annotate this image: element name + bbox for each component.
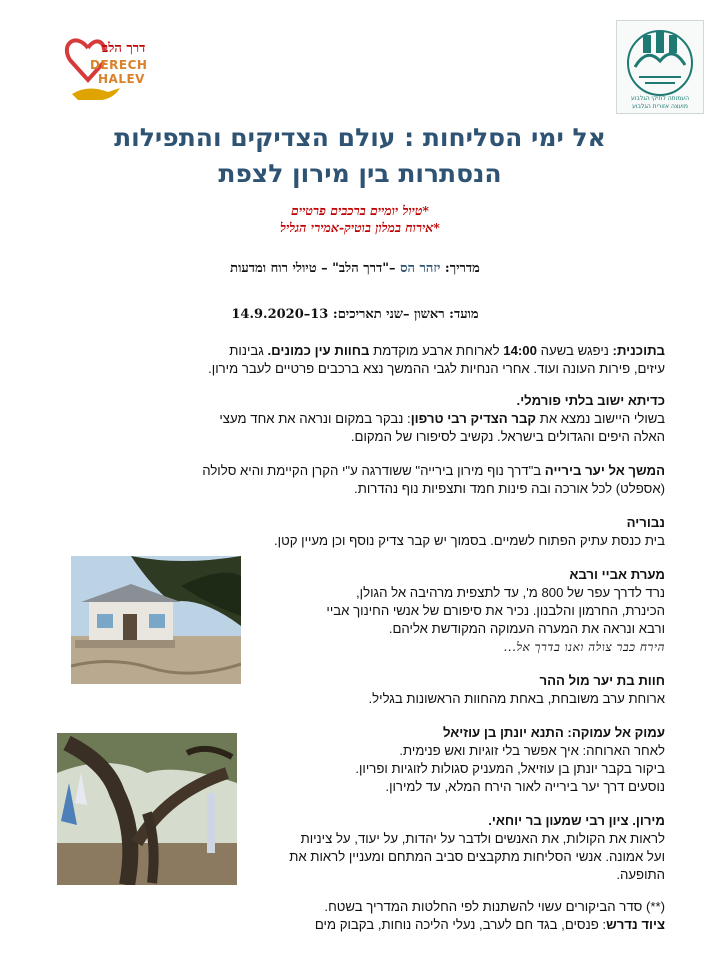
- body-text: גבינות: [229, 343, 268, 358]
- section-yonatan-ben-uziel: [245, 724, 665, 796]
- section-line: [250, 690, 665, 708]
- body-text: התופעה.: [616, 867, 665, 882]
- body-text: ב"דרך נוף מירון בירייה" ששודרגה ע"י הקרן הקיימת והיא סלולה: [202, 463, 545, 478]
- section-line: [250, 620, 665, 638]
- body-text: הכינרת, החרמון והלבנון. נכיר את סיפורם של אנשי החינוך אביי: [326, 603, 665, 618]
- section-line: [110, 514, 665, 532]
- section-biriya-forest: [110, 462, 665, 498]
- bold-text: מירון. ציון רבי שמעון בר יוחאי.: [488, 813, 665, 828]
- abaye-rava-site-photo: [71, 556, 241, 684]
- section-nevoria: [110, 514, 665, 550]
- guide-label: מדריך:: [444, 261, 480, 276]
- section-line: [245, 742, 665, 760]
- bold-text: בתוכנית:: [612, 343, 665, 358]
- body-text: בית כנסת עתיק הפתוח לשמיים. בסמוך יש קבר צדיק נוסף וכן מעיין קטן.: [274, 533, 665, 548]
- dates-days: ראשון –שני: [381, 307, 450, 322]
- bold-text: 14:00: [503, 343, 537, 358]
- bold-text: חוות בת יער מול ההר: [539, 673, 665, 688]
- section-line: [110, 392, 665, 410]
- body-text: ורבא ונראה את המערה העמוקה המקודשת אליהם.: [388, 621, 665, 636]
- section-line: [110, 410, 665, 428]
- section-kaditta: [110, 392, 665, 446]
- body-text: ביקור בקבר יונתן בן עוזיאל, המעניק סגולות לזוגיות ופריון.: [355, 761, 665, 776]
- body-text: ארוחת ערב משובחת, באחת מהחוות הראשונות בגליל.: [368, 691, 665, 706]
- section-line: [110, 916, 665, 934]
- section-line: [110, 342, 665, 360]
- dates-value: 13–14.9.2020: [231, 307, 333, 322]
- body-text: (אספלט) לכל אורכה ובה פינות חמד ותצפיות נוף נהדרות.: [354, 481, 665, 496]
- bold-text: ציוד נדרש: [606, 917, 665, 932]
- title-line-1: אל ימי הסליחות : עולם הצדיקים והתפילות: [114, 123, 606, 152]
- bold-text: כדיתא ישוב בלתי פורמלי.: [516, 393, 665, 408]
- body-text: עיזים, פירות העונה ועוד. אחרי הנחיות לגבי ההמשך נצא ברכבים פרטיים לעבר מירון.: [208, 361, 665, 376]
- bold-text: עמוק אל עמוקה: התנא יונתן בן עוזיאל: [443, 725, 665, 740]
- bold-text: נבוריה: [626, 515, 665, 530]
- body-text: : נבקר במקום ונראה את אחד מעצי: [219, 411, 411, 426]
- section-program: [110, 342, 665, 378]
- subtitle-1: *טיול יומיים ברכבים פרטיים: [291, 203, 429, 218]
- section-line: [110, 462, 665, 480]
- section-abaye-rava-cave: [250, 566, 665, 656]
- subtitle-2: *אירוח במלון בוטיק-אמירי הגליל: [280, 220, 440, 235]
- logo-latin-line-1: DERECH: [90, 58, 148, 72]
- section-notes-equipment: [110, 898, 665, 934]
- guide-rest: –"דרך הלב" – טיולי רוח ומדעות: [230, 261, 401, 276]
- gilboa-logo-caption-2: מועצה אזורית הגלבוע: [632, 103, 688, 110]
- section-line: [110, 428, 665, 446]
- body-text: לארוחת ארבע מוקדמת: [369, 343, 504, 358]
- section-line: [250, 638, 665, 656]
- section-line: [250, 602, 665, 620]
- title-line-2: הנסתרות בין מירון לצפת: [218, 159, 502, 188]
- section-line: [245, 778, 665, 796]
- section-line: [110, 360, 665, 378]
- derech-halev-logo: [58, 18, 156, 110]
- section-line: [225, 866, 665, 884]
- body-text: בשולי היישוב נמצא את: [536, 411, 665, 426]
- section-line: [225, 830, 665, 848]
- body-text: נוסעים דרך יער בירייה לאור הירח המלא, עד למירון.: [385, 779, 665, 794]
- body-text: ועל אמונה. אנשי הסליחות מתקבצים סביב המתחם ומעניין לראות את: [289, 849, 665, 864]
- dates-label: מועד:: [449, 307, 479, 322]
- body-text: : פנסים, בגד חם לערב, נעלי הליכה נוחות, בקבוק מים: [314, 917, 607, 932]
- body-text: לאחר הארוחה: איך אפשר בלי זוגיות ואש פנימית.: [399, 743, 665, 758]
- body-text: האלה היפים והגדולים בישראל. נקשיב לסיפורו של המקום.: [350, 429, 665, 444]
- bold-text: קבר הצדיק רבי טרפון: [410, 411, 537, 426]
- dates-line: [170, 306, 540, 322]
- gilboa-logo-caption-1: העמותה לתיקי הגלבוע: [630, 95, 690, 102]
- section-line: [110, 898, 665, 916]
- section-line: [225, 812, 665, 830]
- section-meron: [225, 812, 665, 884]
- section-line: [225, 848, 665, 866]
- guide-name: יזהר הס: [400, 261, 441, 276]
- logo-latin-line-2: HALEV: [98, 72, 145, 86]
- dates-dates-label: תאריכים:: [332, 307, 382, 322]
- guide-line: [150, 260, 560, 276]
- section-line: [245, 760, 665, 778]
- section-bat-yaar-farm: [250, 672, 665, 708]
- body-text: נרד לדרך עפר של 800 מ', עד לתצפית מרהיבה אל הגולן,: [356, 585, 665, 600]
- section-line: [250, 584, 665, 602]
- bold-text: המשך אל יער בירייה: [544, 463, 665, 478]
- ben-uziel-tree-photo: [57, 733, 237, 885]
- body-text: לראות את הקולות, את האנשים ולדבר על יהדות, על יעוד, על ציניות: [300, 831, 665, 846]
- bold-text: בחוות עין כמונים.: [267, 343, 370, 358]
- body-text: (**) סדר הביקורים עשוי להשתנות לפי החלטות המדריך בשטח.: [324, 899, 665, 914]
- logo-hebrew-text: דרך הלב: [102, 41, 146, 56]
- body-text: ניפגש בשעה: [536, 343, 613, 358]
- section-line: [110, 532, 665, 550]
- section-line: [250, 672, 665, 690]
- handwritten-text: הירח כבר צולה ואנו בדרך אל...: [503, 640, 665, 654]
- section-line: [245, 724, 665, 742]
- section-line: [110, 480, 665, 498]
- gilboa-association-logo: [616, 20, 704, 114]
- bold-text: מערת אביי ורבא: [569, 567, 665, 582]
- page-title: [80, 120, 640, 192]
- section-line: [250, 566, 665, 584]
